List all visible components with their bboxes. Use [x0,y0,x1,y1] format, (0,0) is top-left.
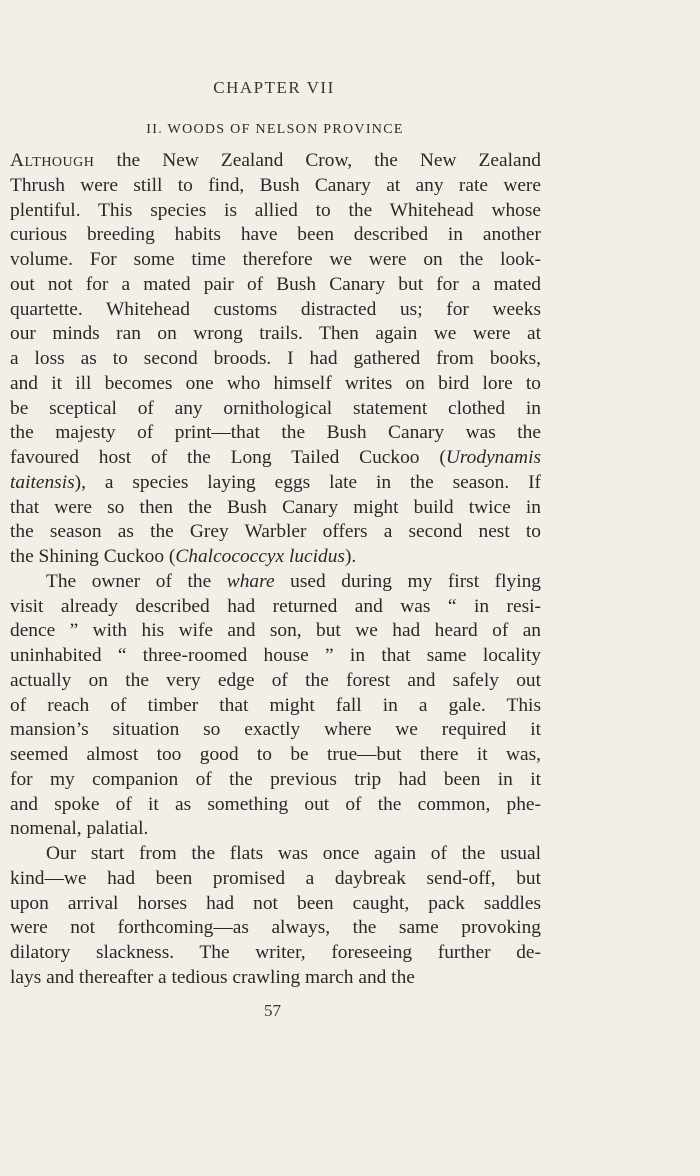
text-run: nomenal, palatial. [10,818,149,840]
paragraph [10,149,541,570]
text-line [10,174,541,199]
body-text [10,149,541,991]
text-line [10,520,541,545]
text-line [10,669,541,694]
text-run: plentiful. This species is allied to the Whitehead whose [10,199,541,221]
text-run: ), a species laying eggs late in the season. If [74,471,541,493]
text-run: lays and thereafter a tedious crawling march and the [10,966,415,988]
text-run: for my companion of the previous trip had been in it [10,768,541,790]
text-run: were not forthcoming—as always, the same provoking [10,917,541,939]
text-run: uninhabited “ three-roomed house ” in that same locality [10,645,541,666]
text-line [10,570,541,595]
text-run: actually on the very edge of the forest and safely out [10,669,541,691]
text-line [10,892,541,917]
text-run: seemed almost too good to be true—but there it was, [10,744,541,765]
text-run: volume. For some time therefore we were on the look- [10,249,541,270]
text-line [10,347,541,372]
text-line [10,248,541,273]
text-line [10,694,541,719]
small-caps-text: Although [10,150,95,171]
text-run: used during my first flying [274,570,541,592]
text-run: Thrush were still to find, Bush Canary at any rate were [10,174,541,196]
text-run: a loss as to second broods. I had gathered from books, [10,348,541,369]
text-line [10,718,541,743]
text-line [10,223,541,248]
text-line [10,421,541,446]
text-run: mansion’s situation so exactly where we required it [10,719,541,741]
text-run: curious breeding habits have been described in another [10,224,541,246]
text-line [10,471,541,496]
text-run: upon arrival horses had not been caught, pack saddles [10,892,541,914]
text-run: of reach of timber that might fall in a gale. This [10,694,541,716]
text-run: favoured host of the Long Tailed Cuckoo ( [10,447,446,468]
paragraph [10,842,541,991]
text-run: and spoke of it as something out of the common, phe- [10,793,541,815]
italic-text: Urodynamis [445,447,541,468]
text-run: out not for a mated pair of Bush Canary but for a mated [10,273,541,295]
text-run: dilatory slackness. The writer, foreseeing further de- [10,942,541,963]
text-run: Our start from the flats was once again of the usual [46,843,541,864]
text-run: visit already described had returned and was “ in resi- [10,595,541,617]
text-line [10,966,541,991]
text-run: be sceptical of any ornithological statement clothed in [10,397,541,419]
italic-text: whare [226,570,275,592]
text-run: dence ” with his wife and son, but we had heard of an [10,620,541,642]
text-line [10,916,541,941]
text-line [10,644,541,669]
section-heading: II. WOODS OF NELSON PROVINCE [146,122,404,137]
page-number: 57 [264,1001,281,1020]
text-line [10,545,541,570]
text-line [10,743,541,768]
text-line [10,372,541,397]
text-line [10,768,541,793]
text-line [10,446,541,471]
text-run: kind—we had been promised a daybreak send-off, but [10,867,541,889]
text-run: quartette. Whitehead customs distracted us; for weeks [10,298,541,320]
text-line [10,842,541,867]
paragraph [10,570,541,842]
text-line [10,619,541,644]
text-run: the season as the Grey Warbler offers a second nest to [10,521,541,543]
text-run: the New Zealand Crow, the New Zealand [94,150,541,171]
text-run: the majesty of print—that the Bush Canary was the [10,422,541,444]
text-line [10,793,541,818]
text-line [10,298,541,323]
text-run: and it ill becomes one who himself writes on bird lore to [10,372,541,394]
chapter-heading: CHAPTER VII [213,78,335,97]
text-run: that were so then the Bush Canary might build twice in [10,496,541,518]
text-run: the Shining Cuckoo ( [10,546,176,567]
text-run: ). [344,546,357,567]
text-line [10,817,541,842]
italic-text: taitensis [10,471,75,493]
text-line [10,273,541,298]
text-line [10,595,541,620]
text-line [10,867,541,892]
text-run: The owner of the [46,570,227,592]
text-line [10,149,541,174]
text-line [10,397,541,422]
text-line [10,199,541,224]
text-run: our minds ran on wrong trails. Then again we were at [10,323,541,345]
text-line [10,941,541,966]
text-line [10,496,541,521]
italic-text: Chalcococcyx lucidus [175,546,345,567]
text-line [10,322,541,347]
